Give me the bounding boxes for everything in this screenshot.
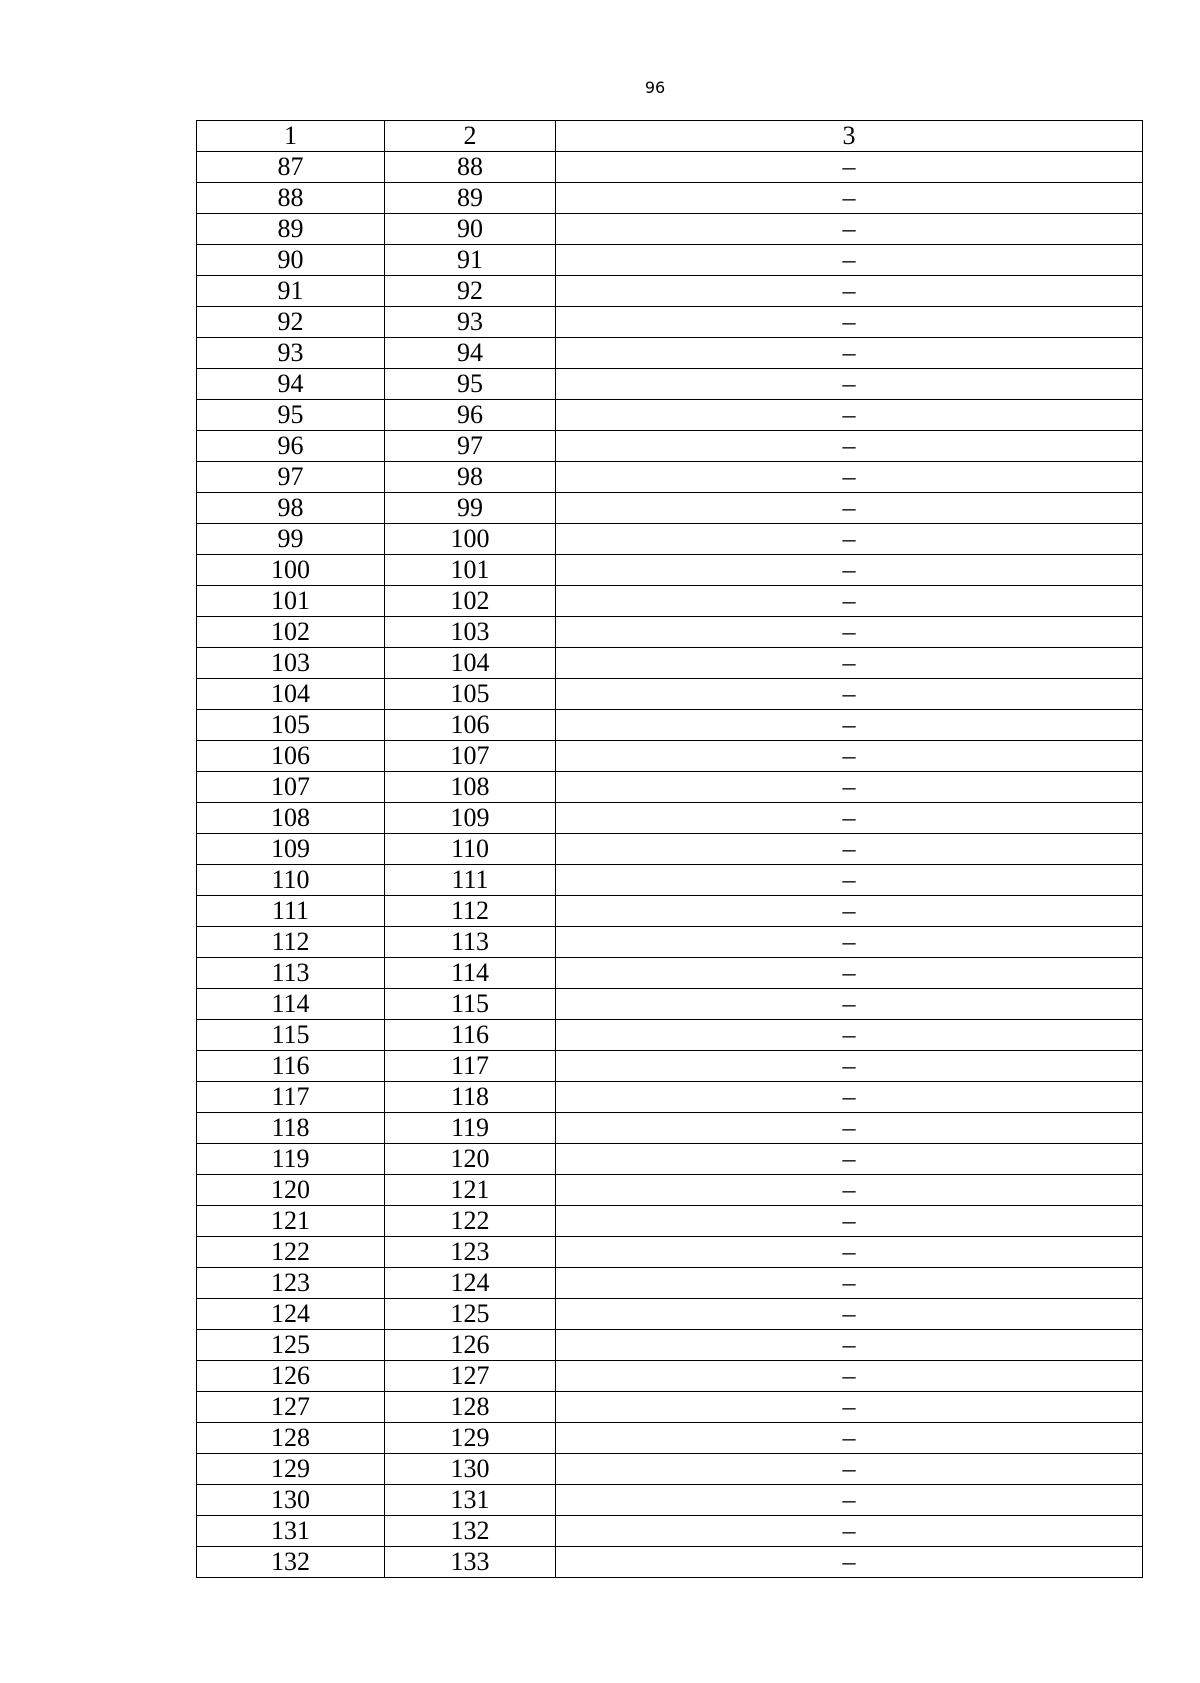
table-cell-col-1: 128 xyxy=(197,1423,385,1454)
table-header-row xyxy=(197,121,1143,152)
table-row xyxy=(197,307,1143,338)
table-cell-col-2: 131 xyxy=(385,1485,556,1516)
table-row xyxy=(197,679,1143,710)
table-row xyxy=(197,524,1143,555)
table-cell-col-2: 95 xyxy=(385,369,556,400)
table-row xyxy=(197,493,1143,524)
table-cell-col-1: 104 xyxy=(197,679,385,710)
table-row xyxy=(197,741,1143,772)
table-cell-col-3: – xyxy=(556,1020,1143,1051)
table-row xyxy=(197,555,1143,586)
table-cell-col-3: – xyxy=(556,1299,1143,1330)
table-cell-col-1: 87 xyxy=(197,152,385,183)
table-row xyxy=(197,648,1143,679)
table-row xyxy=(197,772,1143,803)
table-cell-col-3: – xyxy=(556,214,1143,245)
table-cell-col-2: 108 xyxy=(385,772,556,803)
table-cell-col-3: – xyxy=(556,338,1143,369)
table-row xyxy=(197,462,1143,493)
table-row xyxy=(197,1361,1143,1392)
table-row xyxy=(197,1485,1143,1516)
table-cell-col-2: 109 xyxy=(385,803,556,834)
table-cell-col-2: 118 xyxy=(385,1082,556,1113)
table-cell-col-3: – xyxy=(556,524,1143,555)
table-cell-col-2: 99 xyxy=(385,493,556,524)
table-row xyxy=(197,214,1143,245)
table-cell-col-3: – xyxy=(556,1206,1143,1237)
table-cell-col-3: – xyxy=(556,1361,1143,1392)
table-cell-col-3: – xyxy=(556,1113,1143,1144)
table-row xyxy=(197,803,1143,834)
table-cell-col-2: 122 xyxy=(385,1206,556,1237)
table-row xyxy=(197,276,1143,307)
table-row xyxy=(197,834,1143,865)
table-row xyxy=(197,245,1143,276)
table-cell-col-3: – xyxy=(556,1423,1143,1454)
table-cell-col-1: 117 xyxy=(197,1082,385,1113)
table-row xyxy=(197,1051,1143,1082)
table-body xyxy=(197,121,1143,1578)
header-cell-1: 1 xyxy=(197,121,385,152)
table-cell-col-2: 98 xyxy=(385,462,556,493)
table-row xyxy=(197,1082,1143,1113)
table-cell-col-1: 114 xyxy=(197,989,385,1020)
table-cell-col-3: – xyxy=(556,431,1143,462)
table-cell-col-2: 113 xyxy=(385,927,556,958)
table-cell-col-2: 132 xyxy=(385,1516,556,1547)
table-row xyxy=(197,183,1143,214)
table-cell-col-3: – xyxy=(556,493,1143,524)
table-cell-col-3: – xyxy=(556,617,1143,648)
table-cell-col-3: – xyxy=(556,245,1143,276)
table-cell-col-2: 129 xyxy=(385,1423,556,1454)
table-cell-col-2: 96 xyxy=(385,400,556,431)
header-cell-3: 3 xyxy=(556,121,1143,152)
table-cell-col-2: 125 xyxy=(385,1299,556,1330)
table-cell-col-1: 123 xyxy=(197,1268,385,1299)
table-cell-col-3: – xyxy=(556,1175,1143,1206)
table-row xyxy=(197,338,1143,369)
table-row xyxy=(197,1330,1143,1361)
table-cell-col-1: 106 xyxy=(197,741,385,772)
table-cell-col-1: 93 xyxy=(197,338,385,369)
table-cell-col-2: 121 xyxy=(385,1175,556,1206)
table-cell-col-3: – xyxy=(556,1392,1143,1423)
table-cell-col-3: – xyxy=(556,1082,1143,1113)
table-cell-col-2: 105 xyxy=(385,679,556,710)
table-cell-col-2: 93 xyxy=(385,307,556,338)
table-cell-col-2: 101 xyxy=(385,555,556,586)
table-row xyxy=(197,1020,1143,1051)
table-row xyxy=(197,431,1143,462)
table-row xyxy=(197,710,1143,741)
table-cell-col-1: 118 xyxy=(197,1113,385,1144)
table-cell-col-1: 99 xyxy=(197,524,385,555)
table-row xyxy=(197,1237,1143,1268)
table-cell-col-2: 100 xyxy=(385,524,556,555)
table-cell-col-3: – xyxy=(556,1547,1143,1578)
table-row xyxy=(197,369,1143,400)
table-row xyxy=(197,1516,1143,1547)
table-row xyxy=(197,927,1143,958)
table-cell-col-3: – xyxy=(556,1485,1143,1516)
table-cell-col-2: 111 xyxy=(385,865,556,896)
table-cell-col-2: 116 xyxy=(385,1020,556,1051)
table-cell-col-3: – xyxy=(556,152,1143,183)
table-cell-col-3: – xyxy=(556,400,1143,431)
table-row xyxy=(197,1423,1143,1454)
table-cell-col-1: 121 xyxy=(197,1206,385,1237)
table-cell-col-3: – xyxy=(556,1516,1143,1547)
table-cell-col-1: 109 xyxy=(197,834,385,865)
table-cell-col-2: 104 xyxy=(385,648,556,679)
table-cell-col-1: 101 xyxy=(197,586,385,617)
table-cell-col-3: – xyxy=(556,1454,1143,1485)
table-cell-col-1: 107 xyxy=(197,772,385,803)
table-cell-col-2: 114 xyxy=(385,958,556,989)
table-cell-col-2: 110 xyxy=(385,834,556,865)
table-row xyxy=(197,865,1143,896)
table-cell-col-1: 91 xyxy=(197,276,385,307)
table-cell-col-1: 88 xyxy=(197,183,385,214)
table-cell-col-1: 89 xyxy=(197,214,385,245)
table-row xyxy=(197,896,1143,927)
table-row xyxy=(197,1454,1143,1485)
table-cell-col-1: 105 xyxy=(197,710,385,741)
table-cell-col-3: – xyxy=(556,307,1143,338)
table-cell-col-1: 129 xyxy=(197,1454,385,1485)
table-row xyxy=(197,1268,1143,1299)
page-number: 96 xyxy=(644,78,666,97)
table-cell-col-2: 102 xyxy=(385,586,556,617)
table-cell-col-2: 88 xyxy=(385,152,556,183)
table-row xyxy=(197,152,1143,183)
table-cell-col-3: – xyxy=(556,1268,1143,1299)
table-cell-col-2: 92 xyxy=(385,276,556,307)
data-table xyxy=(196,120,1143,1578)
table-cell-col-1: 110 xyxy=(197,865,385,896)
table-cell-col-3: – xyxy=(556,1144,1143,1175)
table-cell-col-1: 111 xyxy=(197,896,385,927)
table-cell-col-1: 102 xyxy=(197,617,385,648)
table-cell-col-2: 133 xyxy=(385,1547,556,1578)
table-cell-col-1: 95 xyxy=(197,400,385,431)
table-cell-col-3: – xyxy=(556,865,1143,896)
table-cell-col-3: – xyxy=(556,710,1143,741)
table-cell-col-3: – xyxy=(556,586,1143,617)
table-row xyxy=(197,617,1143,648)
table-cell-col-2: 97 xyxy=(385,431,556,462)
table-cell-col-1: 122 xyxy=(197,1237,385,1268)
table-cell-col-3: – xyxy=(556,927,1143,958)
table-cell-col-1: 120 xyxy=(197,1175,385,1206)
table-row xyxy=(197,1299,1143,1330)
table-cell-col-3: – xyxy=(556,772,1143,803)
table-cell-col-2: 128 xyxy=(385,1392,556,1423)
table-cell-col-1: 130 xyxy=(197,1485,385,1516)
table-row xyxy=(197,586,1143,617)
table-cell-col-2: 120 xyxy=(385,1144,556,1175)
table-cell-col-3: – xyxy=(556,1051,1143,1082)
table-cell-col-3: – xyxy=(556,1330,1143,1361)
table-cell-col-1: 124 xyxy=(197,1299,385,1330)
table-cell-col-3: – xyxy=(556,958,1143,989)
table-cell-col-2: 124 xyxy=(385,1268,556,1299)
table-row xyxy=(197,1144,1143,1175)
table-cell-col-1: 94 xyxy=(197,369,385,400)
table-row xyxy=(197,958,1143,989)
table-cell-col-3: – xyxy=(556,648,1143,679)
table-cell-col-1: 127 xyxy=(197,1392,385,1423)
table-cell-col-1: 103 xyxy=(197,648,385,679)
table-cell-col-2: 90 xyxy=(385,214,556,245)
table-cell-col-3: – xyxy=(556,555,1143,586)
table-cell-col-1: 112 xyxy=(197,927,385,958)
table-cell-col-3: – xyxy=(556,462,1143,493)
table-row xyxy=(197,1113,1143,1144)
table-cell-col-3: – xyxy=(556,369,1143,400)
header-cell-2: 2 xyxy=(385,121,556,152)
table-cell-col-1: 126 xyxy=(197,1361,385,1392)
table-cell-col-2: 119 xyxy=(385,1113,556,1144)
table-cell-col-1: 131 xyxy=(197,1516,385,1547)
table-row xyxy=(197,1206,1143,1237)
table-row xyxy=(197,989,1143,1020)
table-cell-col-2: 115 xyxy=(385,989,556,1020)
table-cell-col-2: 127 xyxy=(385,1361,556,1392)
table-cell-col-3: – xyxy=(556,276,1143,307)
table-row xyxy=(197,1175,1143,1206)
table-cell-col-2: 107 xyxy=(385,741,556,772)
table-row xyxy=(197,1547,1143,1578)
table-cell-col-2: 112 xyxy=(385,896,556,927)
table-cell-col-3: – xyxy=(556,803,1143,834)
table-cell-col-2: 94 xyxy=(385,338,556,369)
table-cell-col-2: 91 xyxy=(385,245,556,276)
table-cell-col-3: – xyxy=(556,679,1143,710)
table-cell-col-2: 130 xyxy=(385,1454,556,1485)
table-cell-col-1: 97 xyxy=(197,462,385,493)
table-cell-col-1: 119 xyxy=(197,1144,385,1175)
table-cell-col-1: 108 xyxy=(197,803,385,834)
table-row xyxy=(197,400,1143,431)
table-cell-col-1: 100 xyxy=(197,555,385,586)
table-cell-col-1: 92 xyxy=(197,307,385,338)
table-cell-col-3: – xyxy=(556,896,1143,927)
table-cell-col-1: 115 xyxy=(197,1020,385,1051)
table-cell-col-3: – xyxy=(556,183,1143,214)
table-cell-col-3: – xyxy=(556,989,1143,1020)
table-cell-col-2: 117 xyxy=(385,1051,556,1082)
table-cell-col-1: 113 xyxy=(197,958,385,989)
table-cell-col-2: 89 xyxy=(385,183,556,214)
table-cell-col-1: 132 xyxy=(197,1547,385,1578)
table-cell-col-3: – xyxy=(556,834,1143,865)
table-cell-col-1: 96 xyxy=(197,431,385,462)
table-cell-col-2: 126 xyxy=(385,1330,556,1361)
table-cell-col-1: 125 xyxy=(197,1330,385,1361)
table-cell-col-3: – xyxy=(556,741,1143,772)
table-cell-col-2: 123 xyxy=(385,1237,556,1268)
table-cell-col-1: 98 xyxy=(197,493,385,524)
table-cell-col-2: 106 xyxy=(385,710,556,741)
table-cell-col-1: 116 xyxy=(197,1051,385,1082)
table-cell-col-2: 103 xyxy=(385,617,556,648)
table-row xyxy=(197,1392,1143,1423)
table-cell-col-3: – xyxy=(556,1237,1143,1268)
table-cell-col-1: 90 xyxy=(197,245,385,276)
